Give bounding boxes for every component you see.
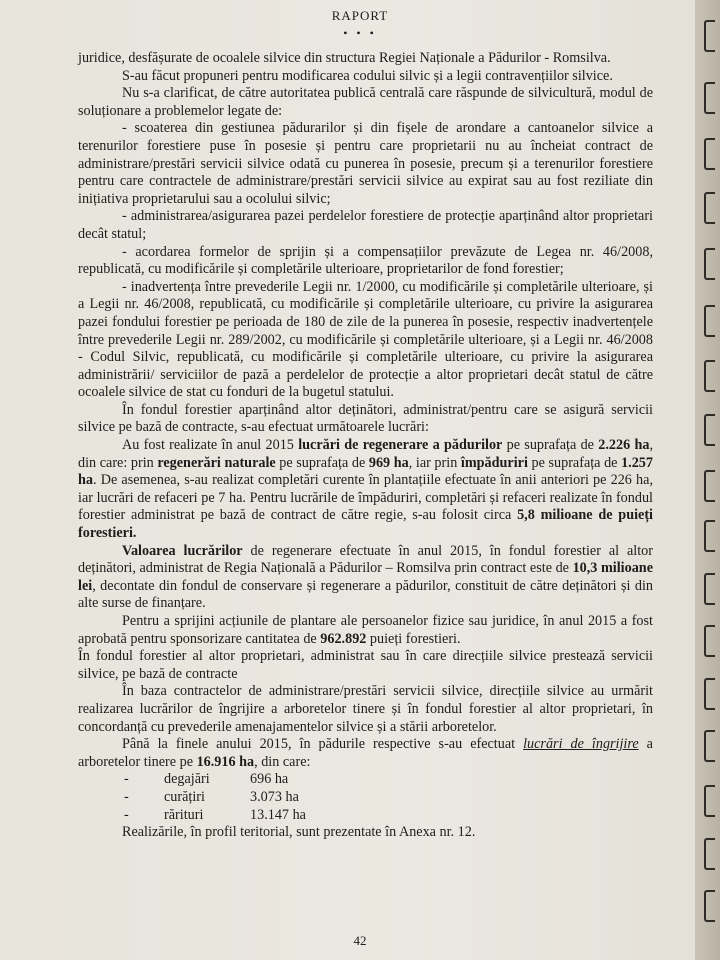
care-works-list (124, 771, 653, 824)
issue-item-3: - acordarea formelor de sprijin și a compensațiilor prevăzute de Legea nr. 46/2008, republicată, cu modificările și completările ulterioare, proprietarilor de fond forestier; (78, 243, 653, 278)
page-number: 42 (353, 933, 367, 948)
header-ornament: • • • (343, 26, 377, 40)
paragraph-value: Valoarea lucrărilor de regenerare efectuate în anul 2015, în fondul forestier al altor deținători, administrat de Regia Națională a Pădurilor – Romsilva prin contract este de 10,3 milioane lei, decontate din fondul de conservare și regenerare a pădurilor, constituit de către deținători și din alte surse de finanțare. (78, 542, 653, 612)
binding-ring (704, 890, 715, 922)
binding-ring (704, 625, 715, 657)
binding-ring (704, 20, 715, 52)
paragraph-continuation: juridice, desfășurate de ocoalele silvice din structura Regiei Naționale a Pădurilor - Romsilva. (78, 50, 611, 66)
binding-ring (704, 730, 715, 762)
paragraph-other-owners: În fondul forestier aparținând altor deținători, administrat/pentru care se asigură servicii silvice pe bază de contracte, s-au efectuat următoarele lucrări: (78, 401, 653, 436)
binding-ring (704, 82, 715, 114)
paragraph-regeneration: Au fost realizate în anul 2015 lucrări de regenerare a pădurilor pe suprafața de 2.226 ha, din care: prin regenerări naturale pe suprafața de 969 ha, iar prin împăduriri pe suprafața de 1.257 ha. De asemenea, s-au realizat completări curente în plantațiile efectuate în anii anteriori pe 226 ha, iar lucrări de refaceri pe 7 ha. Pentru lucrările de împăduriri, completări și refaceri realizate în fondul forestier administrat pe bază de contract de către regie, s-au folosit circa 5,8 milioane de puieți forestieri. (78, 437, 653, 542)
binding-ring (704, 192, 715, 224)
paragraph-proposals: S-au făcut propuneri pentru modificarea codului silvic și a legii contravențiilor silvice. (122, 67, 613, 84)
paragraph-contracts: În fondul forestier al altor proprietari, administrat sau în care direcțiile silvice prestează servicii silvice, pe bază de contracte (78, 648, 653, 682)
binding-ring (704, 520, 715, 552)
paragraph-annex: Realizările, în profil teritorial, sunt prezentate în Anexa nr. 12. (122, 824, 476, 841)
list-item: - rărituri 13.147 ha (124, 806, 306, 823)
paragraph-care-works: Până la finele anului 2015, în pădurile respective s-au efectuat lucrări de îngrijire a arboretelor tinere pe 16.916 ha, din care: (78, 736, 653, 770)
binding-ring (704, 305, 715, 337)
list-item: - curățiri 3.073 ha (124, 788, 299, 805)
issue-item-1: - scoaterea din gestiunea pădurarilor și din fișele de arondare a cantoanelor silvice a terenurilor forestiere puse în posesie și pentru care proprietarii nu au încheiat contract de administrare/prestări servicii silvice odată cu punerea în posesie, precum și a terenurilor forestiere pentru care contractele de administrare/prestări servicii silvice au expirat sau au fost reziliate din inițiativa proprietarului sau a ocolului silvic; (78, 120, 653, 207)
paragraph-unresolved: Nu s-a clarificat, de către autoritatea publică centrală care răspunde de silvicultură, modul de soluționare a problemelor legate de: (78, 85, 653, 119)
binding-ring (704, 248, 715, 280)
binding-ring (704, 138, 715, 170)
issue-item-4: - inadvertența între prevederile Legii nr. 1/2000, cu modificările și completările ulterioare, și a Legii nr. 46/2008, republicată, cu modificările și completările ulterioare, cu privire la asigurarea pazei fondului forestier pe perioada de 180 de zile de la punerea în posesie, respectiv inadvertențele între prevederile Legii nr. 289/2002, cu modificările și completările ulterioare, și a Legii nr. 46/2008 - Codul Silvic, republicată, cu modificările și completările ulterioare, cu privire la asigurarea administrării/ serviciilor de pază a perdelelor de protecție a altor proprietari decât statul de către ocoalele silvice de stat cu fonduri de la bugetul statului. (78, 278, 653, 401)
list-item: - degajări 696 ha (124, 771, 289, 788)
binding-ring (704, 785, 715, 817)
document-body (78, 50, 653, 842)
running-header: RAPORT (331, 8, 389, 23)
paragraph-maintenance: În baza contractelor de administrare/prestări servicii silvice, direcțiile silvice au urmărit realizarea lucrărilor de îngrijire a arboretelor tinere și în fondul forestier al altor proprietari, în concordanță cu prevederile amenajamentelor silvice și a stării arboretelor. (78, 683, 653, 735)
binding-ring (704, 838, 715, 870)
binding-ring (704, 360, 715, 392)
binding-ring (704, 678, 715, 710)
issue-item-2: - administrarea/asigurarea pazei perdelelor forestiere de protecție aparținând altor proprietari decât statul; (78, 208, 653, 242)
paragraph-sponsorship: Pentru a sprijini acțiunile de plantare ale persoanelor fizice sau juridice, în anul 2015 a fost aprobată pentru sponsorizare cantitatea de 962.892 puieți forestieri. (78, 613, 653, 647)
binding-ring (704, 470, 715, 502)
binding-ring (704, 414, 715, 446)
binding-ring (704, 573, 715, 605)
